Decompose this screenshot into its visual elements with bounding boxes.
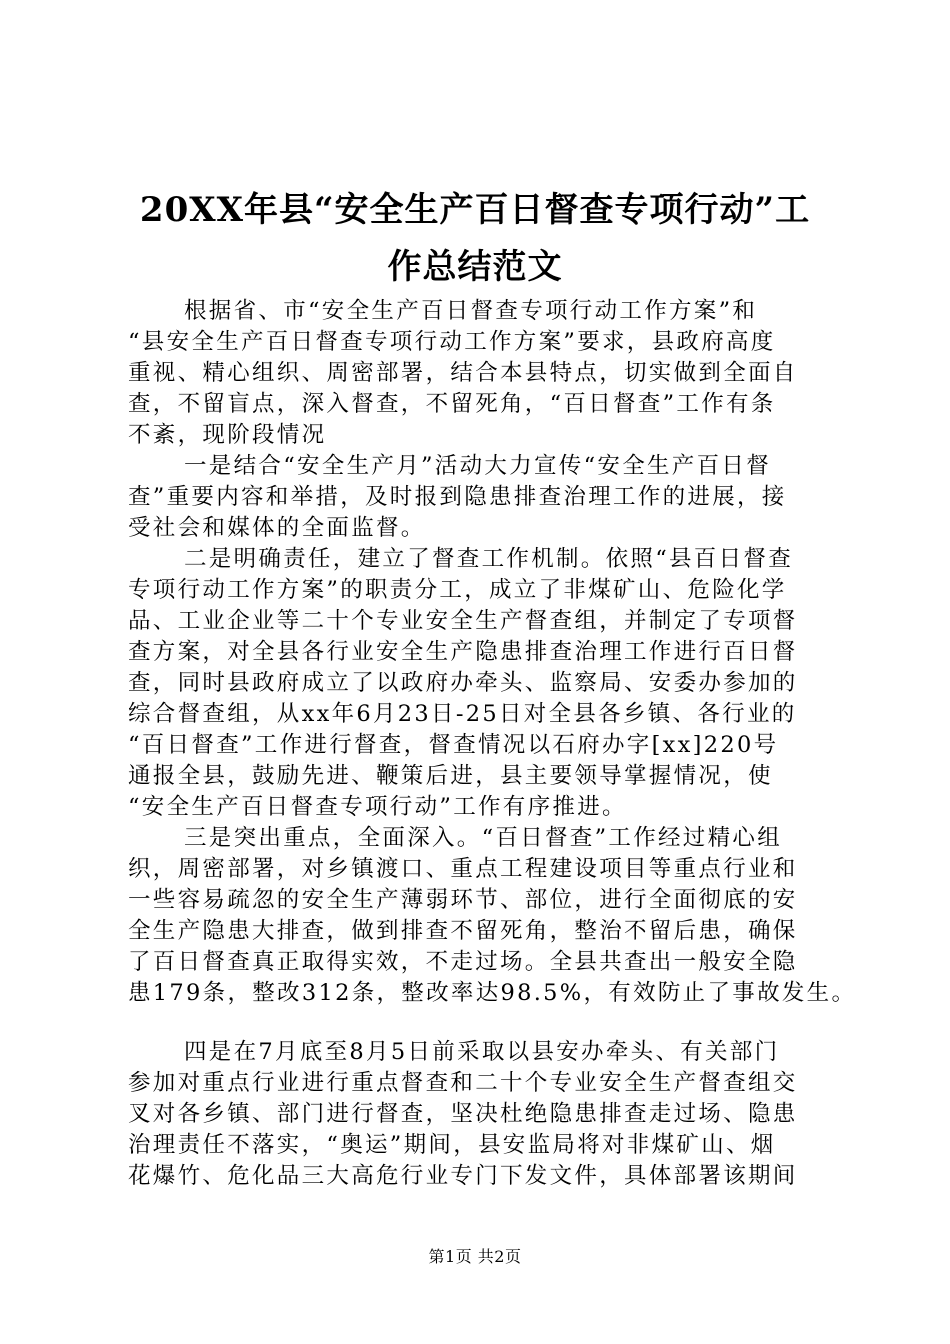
text-line: 织，周密部署，对乡镇渡口、重点工程建设项目等重点行业和 — [128, 856, 798, 882]
text-line: 查”重要内容和举措，及时报到隐患排查治理工作的进展，接 — [128, 484, 787, 510]
text-line: 一是结合“安全生产月”活动大力宣传“安全生产百日督 — [184, 453, 772, 479]
text-line: 品、工业企业等二十个专业安全生产督查组，并制定了专项督 — [128, 608, 798, 634]
paragraph — [128, 1037, 868, 1192]
text-line: 重视、精心组织、周密部署，结合本县特点，切实做到全面自 — [128, 360, 798, 386]
paragraph — [128, 451, 868, 544]
title-line-2: 作总结范文 — [387, 247, 563, 287]
text-line: 查，同时县政府成立了以政府办牵头、监察局、安委办参加的 — [128, 670, 798, 696]
document-title — [120, 182, 830, 296]
text-line: 治理责任不落实，“奥运”期间，县安监局将对非煤矿山、烟 — [128, 1132, 776, 1158]
text-line: 根据省、市“安全生产百日督查专项行动工作方案”和 — [184, 298, 758, 324]
text-line: 叉对各乡镇、部门进行督查，坚决杜绝隐患排查走过场、隐患 — [128, 1101, 798, 1127]
text-line: “百日督查”工作进行督查，督查情况以石府办字[xx]220号 — [128, 732, 779, 758]
paragraph — [128, 544, 868, 823]
text-line: 患179条，整改312条，整改率达98.5%，有效防止了事故发生。 — [128, 980, 857, 1006]
text-line: 参加对重点行业进行重点督查和二十个专业安全生产督查组交 — [128, 1070, 798, 1096]
paragraph-spacer — [128, 1009, 868, 1037]
text-line: 综合督查组，从xx年6月23日-25日对全县各乡镇、各行业的 — [128, 701, 797, 727]
text-line: 查方案，对全县各行业安全生产隐患排查治理工作进行百日督 — [128, 639, 798, 665]
paragraph — [128, 823, 868, 1009]
text-line: 专项行动工作方案”的职责分工，成立了非煤矿山、危险化学 — [128, 577, 787, 603]
paragraph — [128, 296, 868, 451]
text-line: 花爆竹、危化品三大高危行业专门下发文件，具体部署该期间 — [128, 1163, 798, 1189]
text-line: 了百日督查真正取得实效，不走过场。全县共查出一般安全隐 — [128, 949, 798, 975]
text-line: 全生产隐患大排查，做到排查不留死角，整治不留后患，确保 — [128, 918, 798, 944]
text-line: 四是在7月底至8月5日前采取以县安办牵头、有关部门 — [184, 1039, 780, 1065]
text-line: 查，不留盲点，深入督查，不留死角，“百日督查”工作有条 — [128, 391, 776, 417]
text-line: 受社会和媒体的全面监督。 — [128, 515, 426, 541]
text-line: “安全生产百日督查专项行动”工作有序推进。 — [128, 794, 627, 820]
text-line: “县安全生产百日督查专项行动工作方案”要求，县政府高度 — [128, 329, 776, 355]
text-line: 通报全县，鼓励先进、鞭策后进，县主要领导掌握情况，使 — [128, 763, 773, 789]
text-line: 一些容易疏忽的安全生产薄弱环节、部位，进行全面彻底的安 — [128, 887, 798, 913]
document-body — [128, 296, 868, 1192]
page-footer: 第1页 共2页 — [428, 1247, 522, 1266]
title-line-1: 20XX年县“安全生产百日督查专项行动”工 — [139, 190, 811, 230]
text-line: 二是明确责任，建立了督查工作机制。依照“县百日督查 — [184, 546, 794, 572]
text-line: 不紊，现阶段情况 — [128, 422, 327, 448]
text-line: 三是突出重点，全面深入。“百日督查”工作经过精心组 — [184, 825, 783, 851]
